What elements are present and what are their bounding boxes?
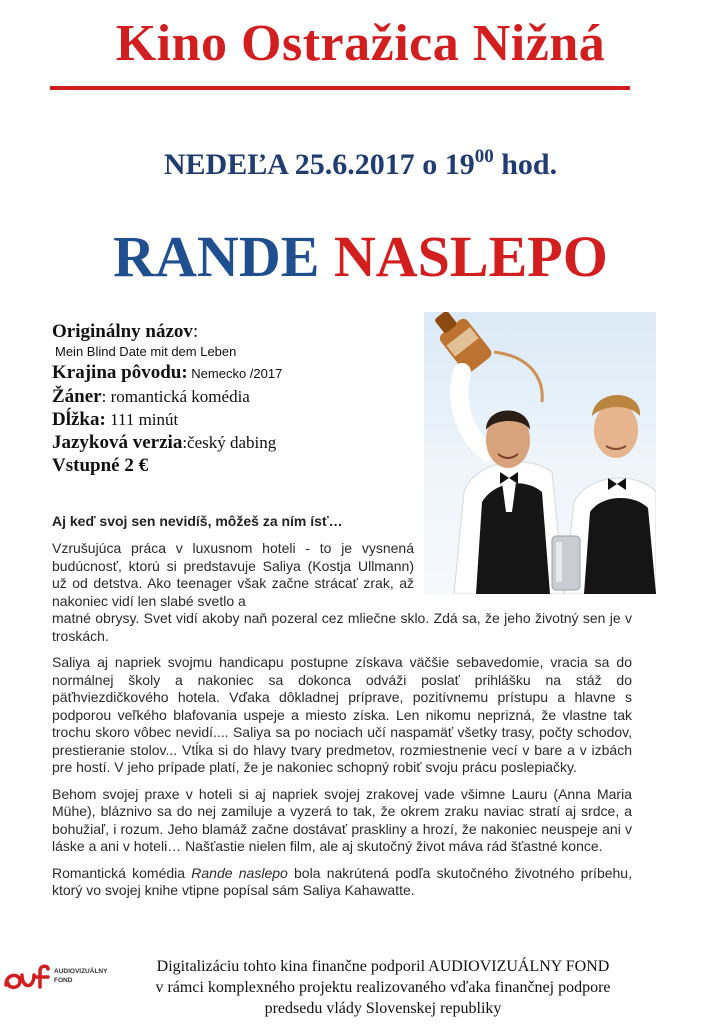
funding-notice bbox=[118, 956, 648, 1019]
original-title-row bbox=[52, 320, 412, 343]
logo-line1: AUDIOVIZUÁLNY bbox=[54, 968, 108, 975]
logo-line2: FOND bbox=[54, 977, 73, 984]
language-row bbox=[52, 431, 412, 454]
datetime-minutes: 00 bbox=[474, 146, 494, 167]
paragraph-4-movie-title: Rande naslepo bbox=[191, 864, 288, 881]
screening-datetime bbox=[0, 148, 721, 182]
avf-logo-mark bbox=[0, 955, 118, 997]
original-title-colon: : bbox=[192, 321, 199, 342]
country-label: Krajina pôvodu: bbox=[52, 362, 188, 383]
datetime-main: NEDEĽA 25.6.2017 o 19 bbox=[163, 148, 475, 181]
movie-info bbox=[52, 320, 412, 477]
movie-description bbox=[52, 512, 632, 909]
datetime-suffix: hod. bbox=[493, 148, 558, 181]
description-paragraph-2: Saliya aj napriek svojmu handicapu postupne získava väčšie sebavedomie, vracia sa do normálnej školy a nakoniec sa dokonca odváži poslať prihlášku na stáž do päťhviezdičkového hotela. Vďaka dôkladnej príprave, pozitívnemu prístupu a hlavne s podporou veľkého blafovania uspeje a miesto získa. Len nikomu neprizná, že vlastne tak trochu skoro vôbec nevidí.... Saliya sa po nociach učí naspamäť všetky trasy, počty schodov, prestieranie stolov... Vtĺka si do hlavy tvary predmetov, rozmiestnenie vecí v bare a v izbách pre hostí. V jeho prípade platí, že je nakoniec schopný robiť svoju prácu poslepiačky. bbox=[52, 654, 632, 775]
admission-label: Vstupné 2 € bbox=[52, 455, 149, 476]
paragraph-4-prefix: Romantická komédia bbox=[52, 864, 192, 881]
description-paragraph-1-continued: matné obrysy. Svet vidí akoby naň pozeral cez mliečne sklo. Zdá sa, že jeho životný sen je v troskách. bbox=[52, 610, 632, 644]
audiovisual-fund-logo bbox=[0, 955, 118, 997]
country-value: Nemecko /2017 bbox=[187, 366, 283, 381]
description-paragraph-3: Behom svojej praxe v hoteli si aj napriek svojej zrakovej vade všimne Lauru (Anna Maria Mühe), bláznivo sa do nej zamiluje a vyzerá to tak, že okrem zraku naviac stratí aj srdce, a bohužiaľ, i rozum. Jeho blamáž začne dostávať praskliny a hrozí, že nakoniec neuspeje ani v láske a ani v hoteli… Našťastie nielen film, ale aj skutočný život máva rád šťastné konce. bbox=[52, 785, 632, 854]
cinema-title: Kino Ostražica Nižná bbox=[115, 15, 606, 72]
funding-notice-line3: predsedu vlády Slovenskej republiky bbox=[264, 1000, 502, 1017]
admission-row bbox=[52, 454, 412, 477]
description-paragraph-1: Vzrušujúca práca v luxusnom hoteli - to je vysnená budúcnosť, ktorú si predstavuje Saliya (Kostja Ullmann) už od detstva. Ako teenager však začne strácať zrak, až nakoniec vidí len slabé svetlo a bbox=[52, 540, 414, 609]
language-value: :český dabing bbox=[182, 433, 277, 452]
genre-label: Žáner bbox=[52, 386, 102, 407]
description-paragraph-4 bbox=[52, 865, 632, 900]
country-row bbox=[52, 361, 412, 385]
title-underline bbox=[50, 86, 630, 90]
movie-title-part1: RANDE bbox=[113, 224, 320, 289]
original-title-label: Originálny názov bbox=[52, 321, 193, 342]
funding-notice-line2: v rámci komplexného projektu realizovaného vďaka finančnej podpore bbox=[155, 979, 611, 996]
genre-row bbox=[52, 385, 412, 408]
genre-value: : romantická komédia bbox=[101, 387, 250, 406]
movie-title-part2: NASLEPO bbox=[333, 224, 608, 289]
length-value: 111 minút bbox=[105, 410, 179, 429]
length-label: Dĺžka: bbox=[52, 409, 106, 430]
original-title-value: Mein Blind Date mit dem Leben bbox=[55, 344, 237, 359]
language-label: Jazyková verzia bbox=[52, 432, 183, 453]
length-row bbox=[52, 408, 412, 431]
paragraph-4-suffix: bola nakrútená podľa skutočného životného príbehu, ktorý vo svojej knihe vtipne popísal sám Saliya Kahawatte. bbox=[52, 864, 632, 898]
movie-title bbox=[0, 222, 721, 292]
tagline: Aj keď svoj sen nevidíš, môžeš za ním ísť… bbox=[52, 513, 343, 529]
funding-notice-line1: Digitalizáciu tohto kina finančne podporil AUDIOVIZUÁLNY FOND bbox=[156, 958, 610, 975]
